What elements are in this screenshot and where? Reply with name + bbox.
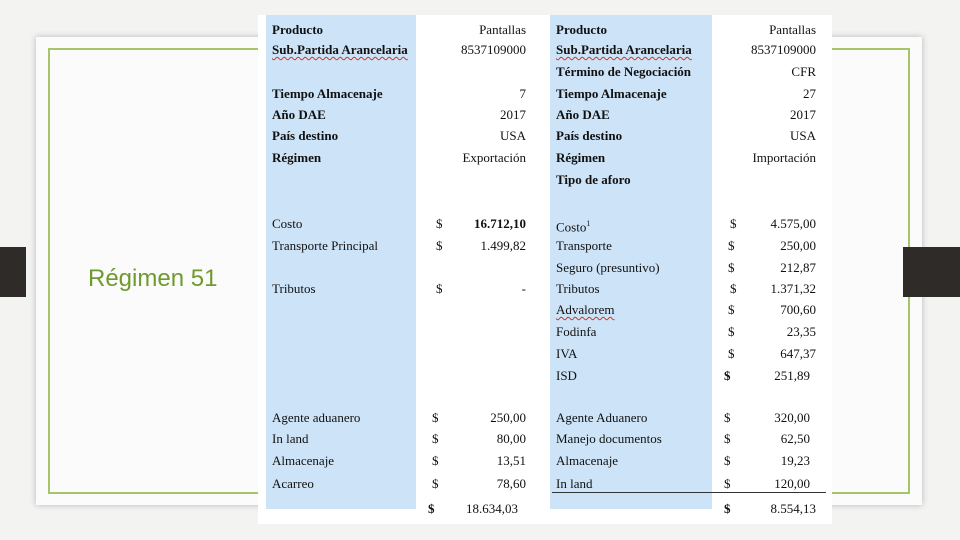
- right-header-label: Año DAE: [556, 107, 610, 122]
- currency-symbol: $: [728, 238, 735, 253]
- right-expense-value: 62,50: [780, 431, 810, 446]
- currency-symbol: $: [724, 431, 731, 446]
- left-header-label: Producto: [272, 22, 324, 37]
- right-header-label: Tipo de aforo: [556, 172, 631, 187]
- right-accent-bar: [903, 247, 960, 297]
- currency-symbol: $: [724, 453, 731, 468]
- left-cost-label: Tributos: [272, 281, 316, 296]
- right-header-value: USA: [789, 128, 816, 143]
- left-expense-label: Acarreo: [272, 476, 314, 491]
- right-cost-value: 4.575,00: [770, 216, 816, 231]
- right-header-label: País destino: [556, 128, 623, 143]
- left-header-value: 8537109000: [461, 42, 526, 57]
- left-info-label: País destino: [272, 128, 339, 143]
- right-header-label: Régimen: [556, 150, 606, 165]
- currency-symbol: $: [724, 476, 731, 491]
- right-header-label: Término de Negociación: [556, 64, 692, 79]
- right-cost-label: Tributos: [556, 281, 600, 296]
- currency-symbol: $: [724, 501, 731, 516]
- currency-symbol: $: [730, 281, 737, 296]
- right-header-value: 8537109000: [751, 42, 816, 57]
- left-accent-bar: [0, 247, 26, 297]
- currency-symbol: $: [428, 501, 435, 516]
- currency-symbol: $: [728, 324, 735, 339]
- right-expense-label: Agente Aduanero: [556, 410, 648, 425]
- right-expense-value: 320,00: [774, 410, 810, 425]
- left-expense-value: 80,00: [496, 431, 526, 446]
- right-expense-value: 120,00: [774, 476, 810, 491]
- right-expense-label: Almacenaje: [556, 453, 619, 468]
- left-header-value: Pantallas: [479, 22, 526, 37]
- currency-symbol: $: [728, 346, 735, 361]
- left-info-value: USA: [499, 128, 526, 143]
- currency-symbol: $: [728, 260, 735, 275]
- currency-symbol: $: [432, 476, 439, 491]
- right-header-value: Importación: [752, 150, 816, 165]
- left-info-value: Exportación: [462, 150, 526, 165]
- right-expense-label: Manejo documentos: [556, 431, 662, 446]
- currency-symbol: $: [730, 216, 737, 231]
- left-header-label: Sub.Partida Arancelaria: [272, 42, 408, 57]
- left-cost-value: 1.499,82: [480, 238, 526, 253]
- right-header-value: 2017: [790, 107, 816, 122]
- left-expense-value: 13,51: [496, 453, 526, 468]
- left-expense-value: 78,60: [496, 476, 526, 491]
- left-info-label: Régimen: [272, 150, 322, 165]
- currency-symbol: $: [432, 453, 439, 468]
- right-cost-label: IVA: [556, 346, 578, 361]
- left-info-label: Año DAE: [272, 107, 326, 122]
- right-cost-label: ISD: [556, 368, 577, 383]
- currency-symbol: $: [436, 238, 443, 253]
- right-header-label: Producto: [556, 22, 608, 37]
- right-header-value: 27: [803, 86, 816, 101]
- left-info-label: Tiempo Almacenaje: [272, 86, 383, 101]
- right-header-label: Sub.Partida Arancelaria: [556, 42, 692, 57]
- right-total-value: 8.554,13: [770, 501, 816, 516]
- right-cost-value: 647,37: [780, 346, 816, 361]
- currency-symbol: $: [724, 368, 731, 383]
- currency-symbol: $: [724, 410, 731, 425]
- currency-symbol: $: [436, 216, 443, 231]
- right-header-value: CFR: [791, 64, 816, 79]
- left-expense-label: Almacenaje: [272, 453, 335, 468]
- right-cost-label: Fodinfa: [556, 324, 597, 339]
- right-cost-label: Transporte: [556, 238, 612, 253]
- left-total-value: 18.634,03: [466, 501, 518, 516]
- currency-symbol: $: [436, 281, 443, 296]
- right-cost-value: 1.371,32: [770, 281, 816, 296]
- right-cost-value: 212,87: [780, 260, 816, 275]
- slide-title: Régimen 51: [88, 265, 218, 292]
- right-cost-label-text: Costo: [556, 219, 587, 235]
- right-header-label: Tiempo Almacenaje: [556, 86, 667, 101]
- right-cost-value: 250,00: [780, 238, 816, 253]
- left-expense-label: In land: [272, 431, 309, 446]
- cost-comparison-table: [258, 15, 832, 524]
- left-info-value: 2017: [500, 107, 526, 122]
- right-cost-value: 23,35: [786, 324, 816, 339]
- right-header-value: Pantallas: [769, 22, 816, 37]
- currency-symbol: $: [432, 431, 439, 446]
- left-expense-value: 250,00: [490, 410, 526, 425]
- footnote-marker: 1: [586, 219, 591, 228]
- right-cost-label: Advalorem: [556, 302, 615, 317]
- right-expense-label: In land: [556, 476, 593, 491]
- left-info-value: 7: [519, 86, 526, 101]
- left-cost-value: 16.712,10: [474, 216, 526, 231]
- right-cost-value: 700,60: [780, 302, 816, 317]
- right-cost-value: 251,89: [774, 368, 810, 383]
- right-cost-label: [556, 216, 590, 235]
- left-cost-value: -: [521, 281, 526, 296]
- currency-symbol: $: [432, 410, 439, 425]
- left-cost-label: Costo: [272, 216, 303, 231]
- right-expense-value: 19,23: [780, 453, 810, 468]
- left-cost-label: Transporte Principal: [272, 238, 379, 253]
- currency-symbol: $: [728, 302, 735, 317]
- total-rule: [552, 492, 826, 493]
- right-cost-label: Seguro (presuntivo): [556, 260, 660, 275]
- left-expense-label: Agente aduanero: [272, 410, 361, 425]
